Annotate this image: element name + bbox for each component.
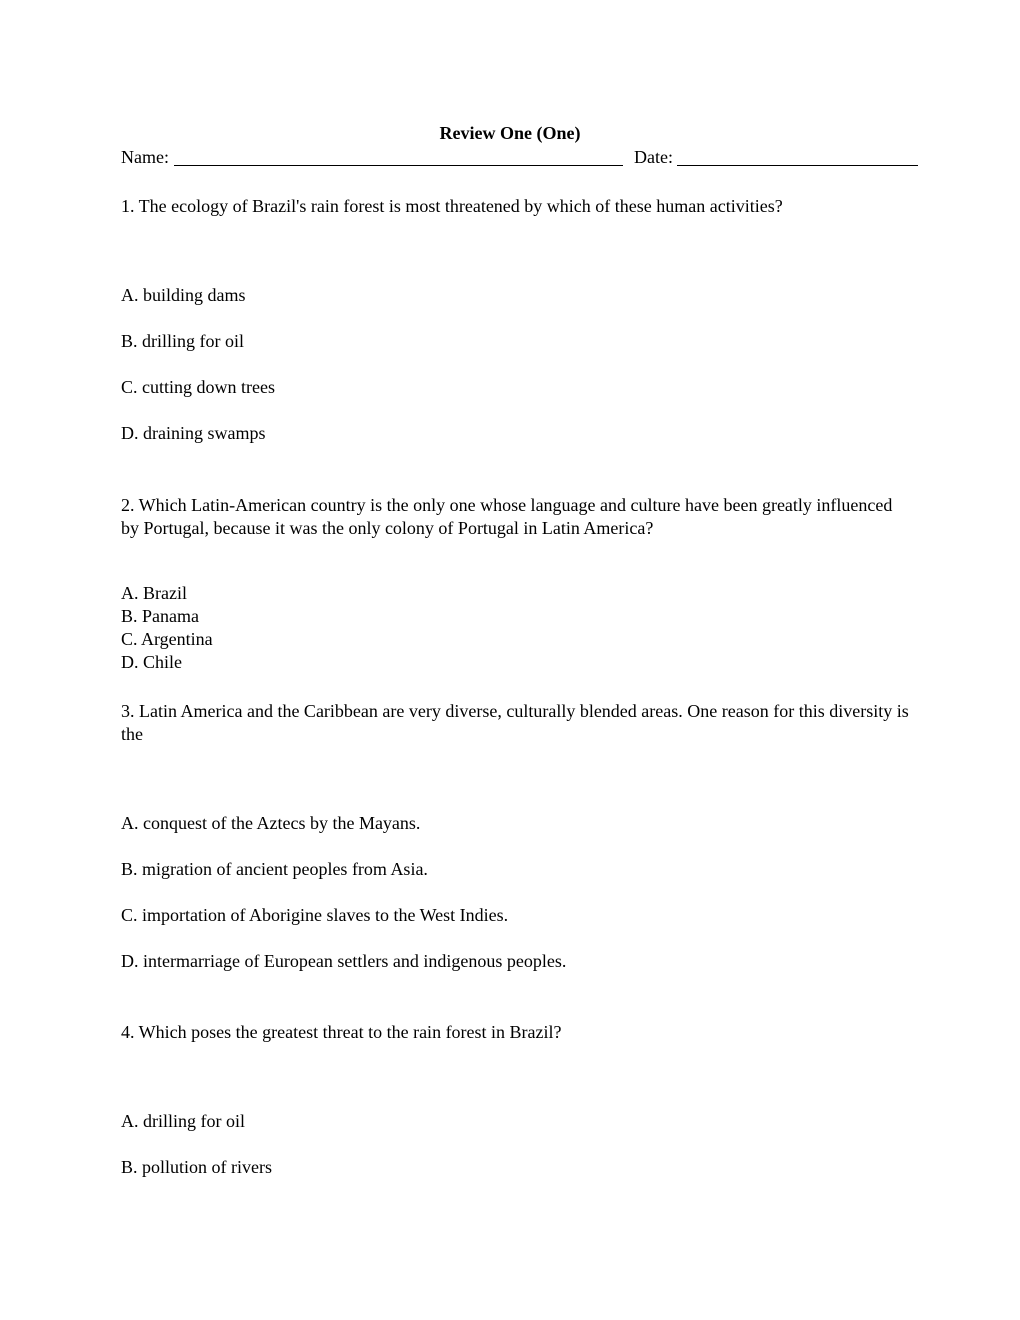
name-label: Name:	[121, 147, 169, 167]
question-4-option-b: B. pollution of rivers	[121, 1157, 272, 1177]
question-2-option-b: B. Panama	[121, 606, 199, 626]
question-3-option-d: D. intermarriage of European settlers and indigenous peoples.	[121, 951, 567, 971]
question-3-option-b: B. migration of ancient peoples from Asia.	[121, 859, 428, 879]
question-1-option-d: D. draining swamps	[121, 423, 266, 443]
question-2-text: 2. Which Latin-American country is the only one whose language and culture have been greatly influenced by Portugal, because it was the only colony of Portugal in Latin America?	[121, 495, 893, 538]
date-field[interactable]	[677, 165, 918, 166]
page-title: Review One (One)	[439, 123, 581, 143]
name-field[interactable]	[174, 165, 623, 166]
question-2-option-c: C. Argentina	[121, 629, 213, 649]
question-3-option-a: A. conquest of the Aztecs by the Mayans.	[121, 813, 421, 833]
question-1-text: 1. The ecology of Brazil's rain forest is most threatened by which of these human activities?	[121, 196, 783, 216]
question-1-option-b: B. drilling for oil	[121, 331, 244, 351]
question-3-option-c: C. importation of Aborigine slaves to the West Indies.	[121, 905, 509, 925]
question-1-option-a: A. building dams	[121, 285, 246, 305]
question-2-option-a: A. Brazil	[121, 583, 187, 603]
question-3-text: 3. Latin America and the Caribbean are very diverse, culturally blended areas. One reason for this diversity is the	[121, 701, 909, 744]
question-1-option-c: C. cutting down trees	[121, 377, 275, 397]
question-4-option-a: A. drilling for oil	[121, 1111, 245, 1131]
question-2-option-d: D. Chile	[121, 652, 182, 672]
date-label: Date:	[634, 147, 673, 167]
question-4-text: 4. Which poses the greatest threat to the rain forest in Brazil?	[121, 1022, 562, 1042]
student-info-row	[121, 146, 921, 169]
